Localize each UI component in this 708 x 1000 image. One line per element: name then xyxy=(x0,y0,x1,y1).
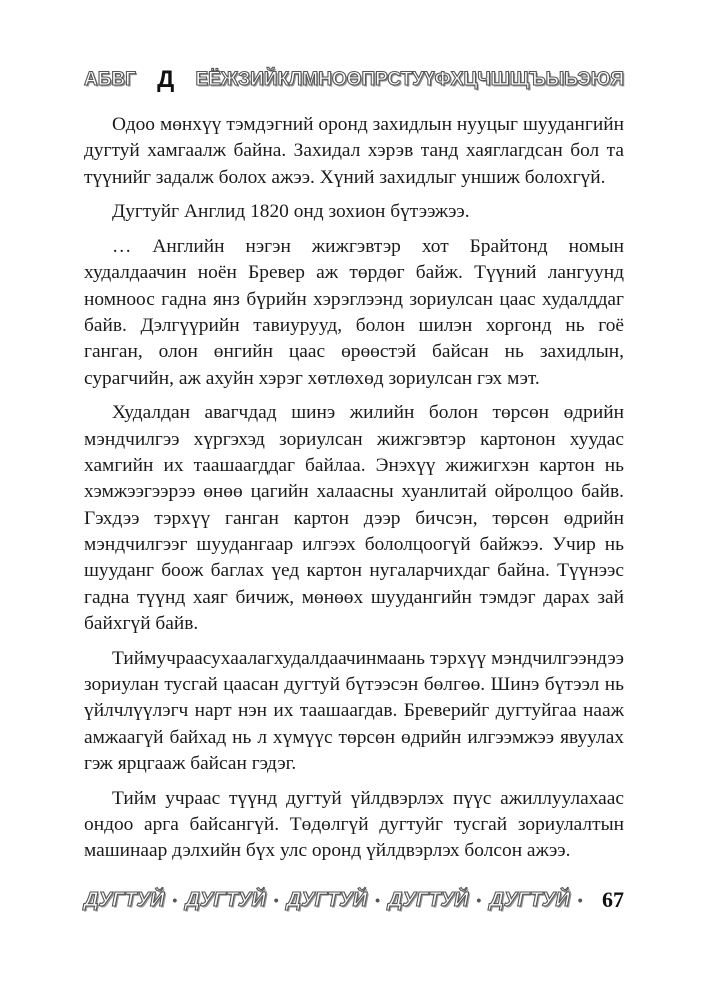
footer-word: ДУГТУЙ xyxy=(387,888,469,911)
footer-separator: • xyxy=(476,892,482,908)
body-text xyxy=(84,112,624,873)
footer-band xyxy=(84,880,624,920)
alphabet-header xyxy=(84,66,624,94)
footer-word: ДУГТУЙ xyxy=(84,888,165,911)
footer-separator: • xyxy=(273,892,279,908)
footer-separator: • xyxy=(375,892,380,908)
paragraph: Тиймучраасухаалагхудалдаачинмаань тэрхүү мэндчилгээндээ зориулан тусгай цаасан дугтуй бүтээсэн бөлгөө. Шинэ бүтээл нь үйлчлүүлэгч нарт нэн их таашаагдав. Бреверийг дугтуйгаа нааж амжаагүй байхад нь л хүмүүс төрсөн өдрийн илгээмжээ явуулах гэж ярцгааж байсан гэдэг. xyxy=(84,647,624,774)
footer-word: ДУГТУЙ xyxy=(185,888,266,911)
paragraph: Одоо мөнхүү тэмдэгний оронд захидлын нууцыг шуудангийн дугтуй хамгаалж байна. Захидал хэрэв танд хаяглагдсан бол та түүнийг задалж болох ажээ. Хүний захидлыг уншиж болохгүй. xyxy=(84,114,624,188)
alphabet-after: ЕЁЖЗИЙКЛМНОӨПРСТУҮФХЦЧШЩЪЫЬЭЮЯ xyxy=(195,69,624,90)
footer-separator: • xyxy=(577,892,583,908)
footer-word: ДУГТУЙ xyxy=(286,888,368,911)
paragraph: Тийм учраас түүнд дугтуй үйлдвэрлэх пүүс ажиллуулахаас ондоо арга байсангүй. Төдөлгүй дугтуйг тусгай зориулалтын машинаар дэлхийн бүх улс оронд үйлдвэрлэх болсон ажээ. xyxy=(84,787,624,862)
page-number: 67 xyxy=(602,887,624,912)
alphabet-before: АБВГ xyxy=(84,69,136,90)
footer-title-repeat xyxy=(84,889,583,912)
paragraph: Дугтуйг Англид 1820 онд зохион бүтээжээ. xyxy=(112,201,470,223)
footer-word: ДУГТУЙ xyxy=(489,888,570,911)
paragraph: … Английн нэгэн жижгэвтэр хот Брайтонд номын худалдаачин ноён Бревер аж төрдөг байж. Түүний лангуунд номноос гадна янз бүрийн хэрэглээнд зориулсан цаас худалддаг байв. Дэлгүүрийн тавиурууд, болон шилэн хоргонд нь гоё ганган, олон өнгийн цаас өрөөстэй байсан нь захидлын, сурагчийн, аж ахуйн хэрэг хөтлөхөд зориулсан гэх мэт. xyxy=(84,236,624,389)
footer-separator: • xyxy=(172,892,178,908)
paragraph: Худалдан авагчдад шинэ жилийн болон төрсөн өдрийн мэндчилгээ хүргэхэд зориулсан жижгэвтэр картонон хуудас хамгийн их таашаагддаг байлаа. Энэхүү жижигхэн картон нь хэмжээгээрээ өнөө цагийн халаасны хуанлитай ойролцоо байв. Гэхдээ тэрхүү ганган картон дээр бичсэн, төрсөн өдрийн мэндчилгээг шуудангаар илгээх бололцоогүй байжээ. Учир нь шууданг боож баглах үед картон нугаларчихдаг байна. Түүнээс гадна түүнд хаяг бичиж, мөнөөх шуудангийн тэмдэг дарах зай байхгүй байв. xyxy=(84,402,624,634)
alphabet-highlight-letter: Д xyxy=(157,66,175,93)
